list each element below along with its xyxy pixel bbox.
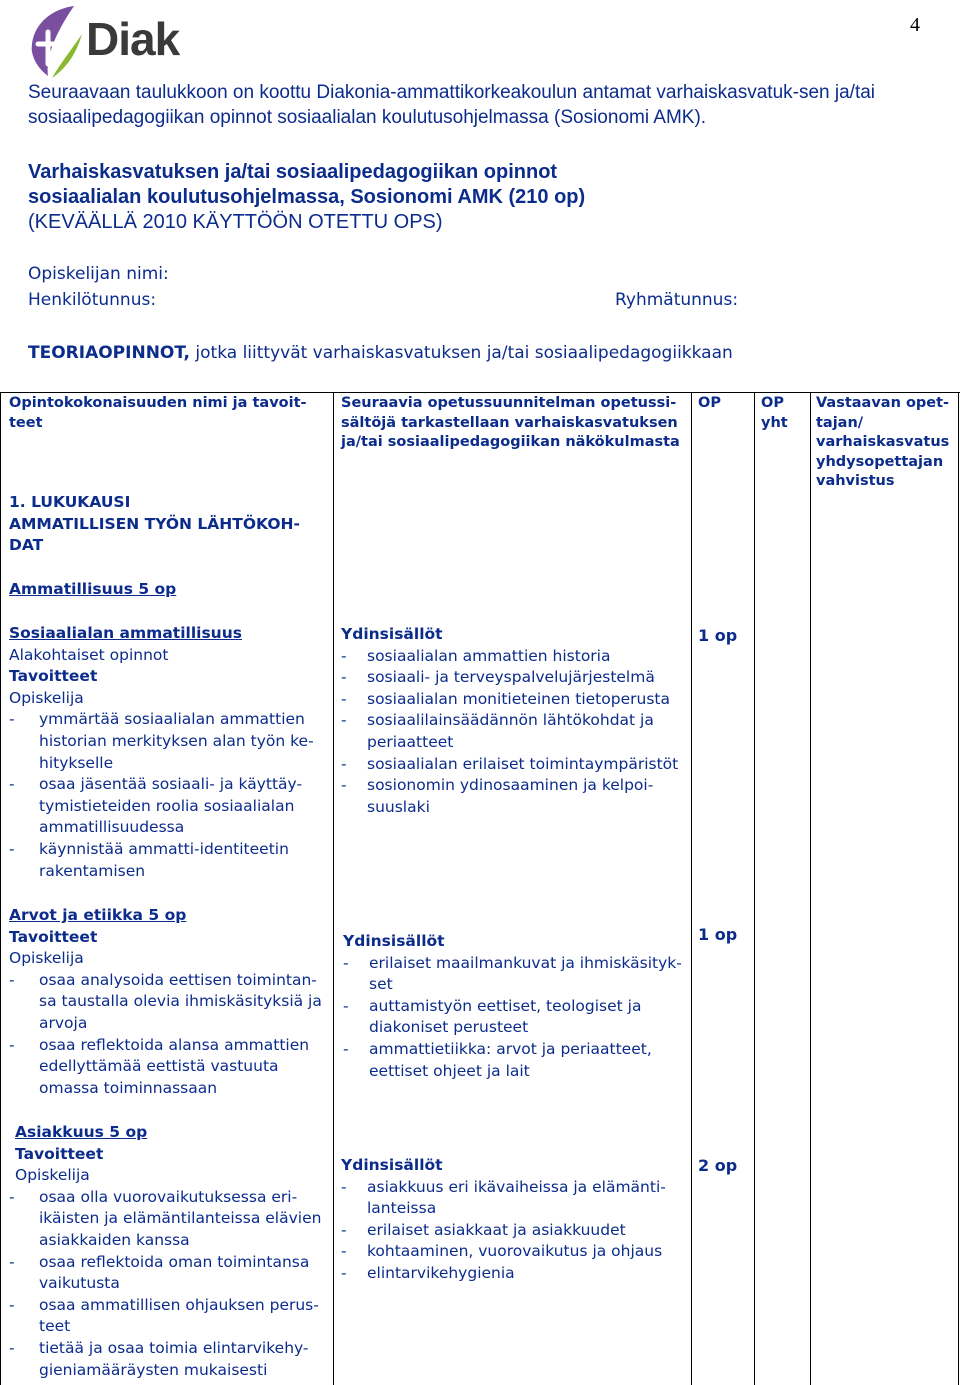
goal-item: - osaa ammatillisen ohjauksen perus-teet	[9, 1295, 331, 1338]
contents-list	[341, 646, 686, 819]
title-line-2: sosiaalialan koulutusohjelmassa, Sosionomi AMK (210 op)	[28, 186, 586, 208]
goals-list	[9, 709, 331, 882]
table-row-3-goals	[15, 1122, 331, 1381]
table-divider-3	[754, 392, 755, 1385]
content-item: - erilaiset maailmankuvat ja ihmiskäsityk-set	[343, 953, 688, 996]
logo-wordmark: Diak	[86, 13, 180, 65]
course-name: Asiakkuus 5 op	[15, 1123, 148, 1141]
title-line-1: Varhaiskasvatuksen ja/tai sosiaalipedagogiikan opinnot	[28, 161, 558, 183]
table-divider-4	[810, 392, 811, 1385]
table-row-1-goals	[9, 623, 331, 882]
content-item: - ammattietiikka: arvot ja periaatteet, eettiset ohjeet ja lait	[343, 1039, 688, 1082]
goals-label: Tavoitteet	[9, 927, 98, 946]
period-line-1: 1. LUKUKAUSI	[9, 493, 131, 511]
content-item: - asiakkuus eri ikävaiheissa ja elämänti-lanteissa	[341, 1177, 686, 1220]
document-title	[28, 160, 928, 235]
content-item: - sosionomin ydinosaaminen ja kelpoi-suuslaki	[341, 775, 686, 818]
goal-item: - käynnistää ammatti-identiteetin rakentamisen	[9, 839, 331, 882]
row-1-op: 1 op	[698, 626, 738, 645]
section-heading-bold: TEORIAOPINNOT,	[28, 343, 191, 363]
module-heading: Ammatillisuus 5 op	[9, 580, 177, 598]
contents-list	[343, 953, 688, 1083]
goal-item: - osaa olla vuorovaikutuksessa eri-ikäisten ja elämäntilanteissa elävien asiakkaiden kanssa	[9, 1187, 331, 1252]
goal-item: - osaa jäsentää sosiaali- ja käyttäy-tymistieteiden roolia sosiaalialan ammatillisuudessa	[9, 774, 331, 839]
course-name: Arvot ja etiikka 5 op	[9, 906, 187, 924]
content-item: - elintarvikehygienia	[341, 1263, 686, 1285]
goals-label: Tavoitteet	[15, 1144, 104, 1163]
diak-logo	[26, 4, 196, 80]
goal-item: - tietää ja osaa toimia elintarvikehy-gieniamääräysten mukaisesti	[9, 1338, 331, 1381]
goals-list	[9, 1187, 331, 1381]
table-border-left	[0, 392, 1, 1385]
goal-item: - ymmärtää sosiaalialan ammattien historian merkityksen alan työn ke-hitykselle	[9, 709, 331, 774]
header-col-verification: Vastaavan opet-tajan/ varhaiskasvatus yhdysopettajan vahvistus	[816, 395, 950, 490]
table-row-2-contents	[343, 931, 688, 1082]
content-item: - sosiaalilainsäädännön lähtökohdat ja periaatteet	[341, 710, 686, 753]
table-row-1-contents	[341, 624, 686, 818]
content-item: - erilaiset asiakkaat ja asiakkuudet	[341, 1220, 686, 1242]
contents-label: Ydinsisällöt	[341, 625, 443, 643]
header-col-contents: Seuraavia opetussuunnitelman opetussi-sältöjä tarkastellaan varhaiskasvatuksen ja/tai sosiaalipedagogiikan näkökulmasta	[341, 395, 680, 451]
leaf-icon	[26, 4, 86, 80]
table-divider-1	[333, 392, 334, 1385]
contents-list	[341, 1177, 686, 1285]
period-line-2: AMMATILLISEN TYÖN LÄHTÖKOH-	[9, 514, 300, 533]
table-row-2-goals	[9, 905, 331, 1099]
row-2-op: 1 op	[698, 925, 738, 944]
header-col-name: Opintokokonaisuuden nimi ja tavoit-teet	[9, 395, 307, 431]
id-number-label: Henkilötunnus:	[28, 290, 157, 310]
study-table	[0, 392, 960, 1385]
content-item: - sosiaalialan ammattien historia	[341, 646, 686, 668]
goal-item: - osaa reflektoida oman toimintansa vaikutusta	[9, 1252, 331, 1295]
period-line-3: DAT	[9, 536, 44, 555]
content-item: - sosiaali- ja terveyspalvelujärjestelmä	[341, 667, 686, 689]
goals-label: Tavoitteet	[9, 667, 98, 686]
goal-item: - osaa reflektoida alansa ammattien edellyttämää eettistä vastuuta omassa toiminnassaan	[9, 1035, 331, 1100]
content-item: - sosiaalialan monitieteinen tietoperusta	[341, 689, 686, 711]
contents-label: Ydinsisällöt	[341, 1156, 443, 1174]
student-name-label: Opiskelijan nimi:	[28, 264, 169, 284]
section-heading	[28, 343, 733, 363]
table-divider-2	[691, 392, 692, 1385]
goals-list	[9, 970, 331, 1100]
content-item: - auttamistyön eettiset, teologiset ja diakoniset perusteet	[343, 996, 688, 1039]
section-heading-rest: jotka liittyvät varhaiskasvatuksen ja/tai sosiaalipedagogiikkaan	[190, 343, 733, 363]
intro-paragraph: Seuraavaan taulukkoon on koottu Diakonia-ammattikorkeakoulun antamat varhaiskasvatuk-sen ja/tai sosiaalipedagogiikan opinnot sosiaalialan koulutusohjelmassa (Sosionomi AMK).	[28, 82, 876, 128]
header-col-op: OP	[698, 395, 721, 411]
contents-label: Ydinsisällöt	[343, 932, 445, 950]
content-item: - sosiaalialan erilaiset toimintaympäristöt	[341, 754, 686, 776]
header-col-op-total: OP yht	[761, 395, 788, 431]
student-label: Opiskelija	[15, 1166, 90, 1185]
student-label: Opiskelija	[9, 949, 84, 968]
row-3-op: 2 op	[698, 1156, 738, 1175]
page-number: 4	[910, 14, 920, 36]
goal-item: - osaa analysoida eettisen toimintan-sa taustalla olevia ihmiskäsityksiä ja arvoja	[9, 970, 331, 1035]
course-name: Sosiaalialan ammatillisuus	[9, 624, 242, 642]
course-subtitle: Alakohtaiset opinnot	[9, 645, 169, 664]
title-line-3: (KEVÄÄLLÄ 2010 KÄYTTÖÖN OTETTU OPS)	[28, 211, 443, 233]
group-id-label: Ryhmätunnus:	[615, 290, 739, 310]
student-label: Opiskelija	[9, 688, 84, 707]
table-border-right	[958, 392, 959, 1385]
table-top-border	[0, 392, 960, 393]
period-heading	[9, 492, 329, 557]
table-row-3-contents	[341, 1155, 686, 1285]
content-item: - kohtaaminen, vuorovaikutus ja ohjaus	[341, 1241, 686, 1263]
